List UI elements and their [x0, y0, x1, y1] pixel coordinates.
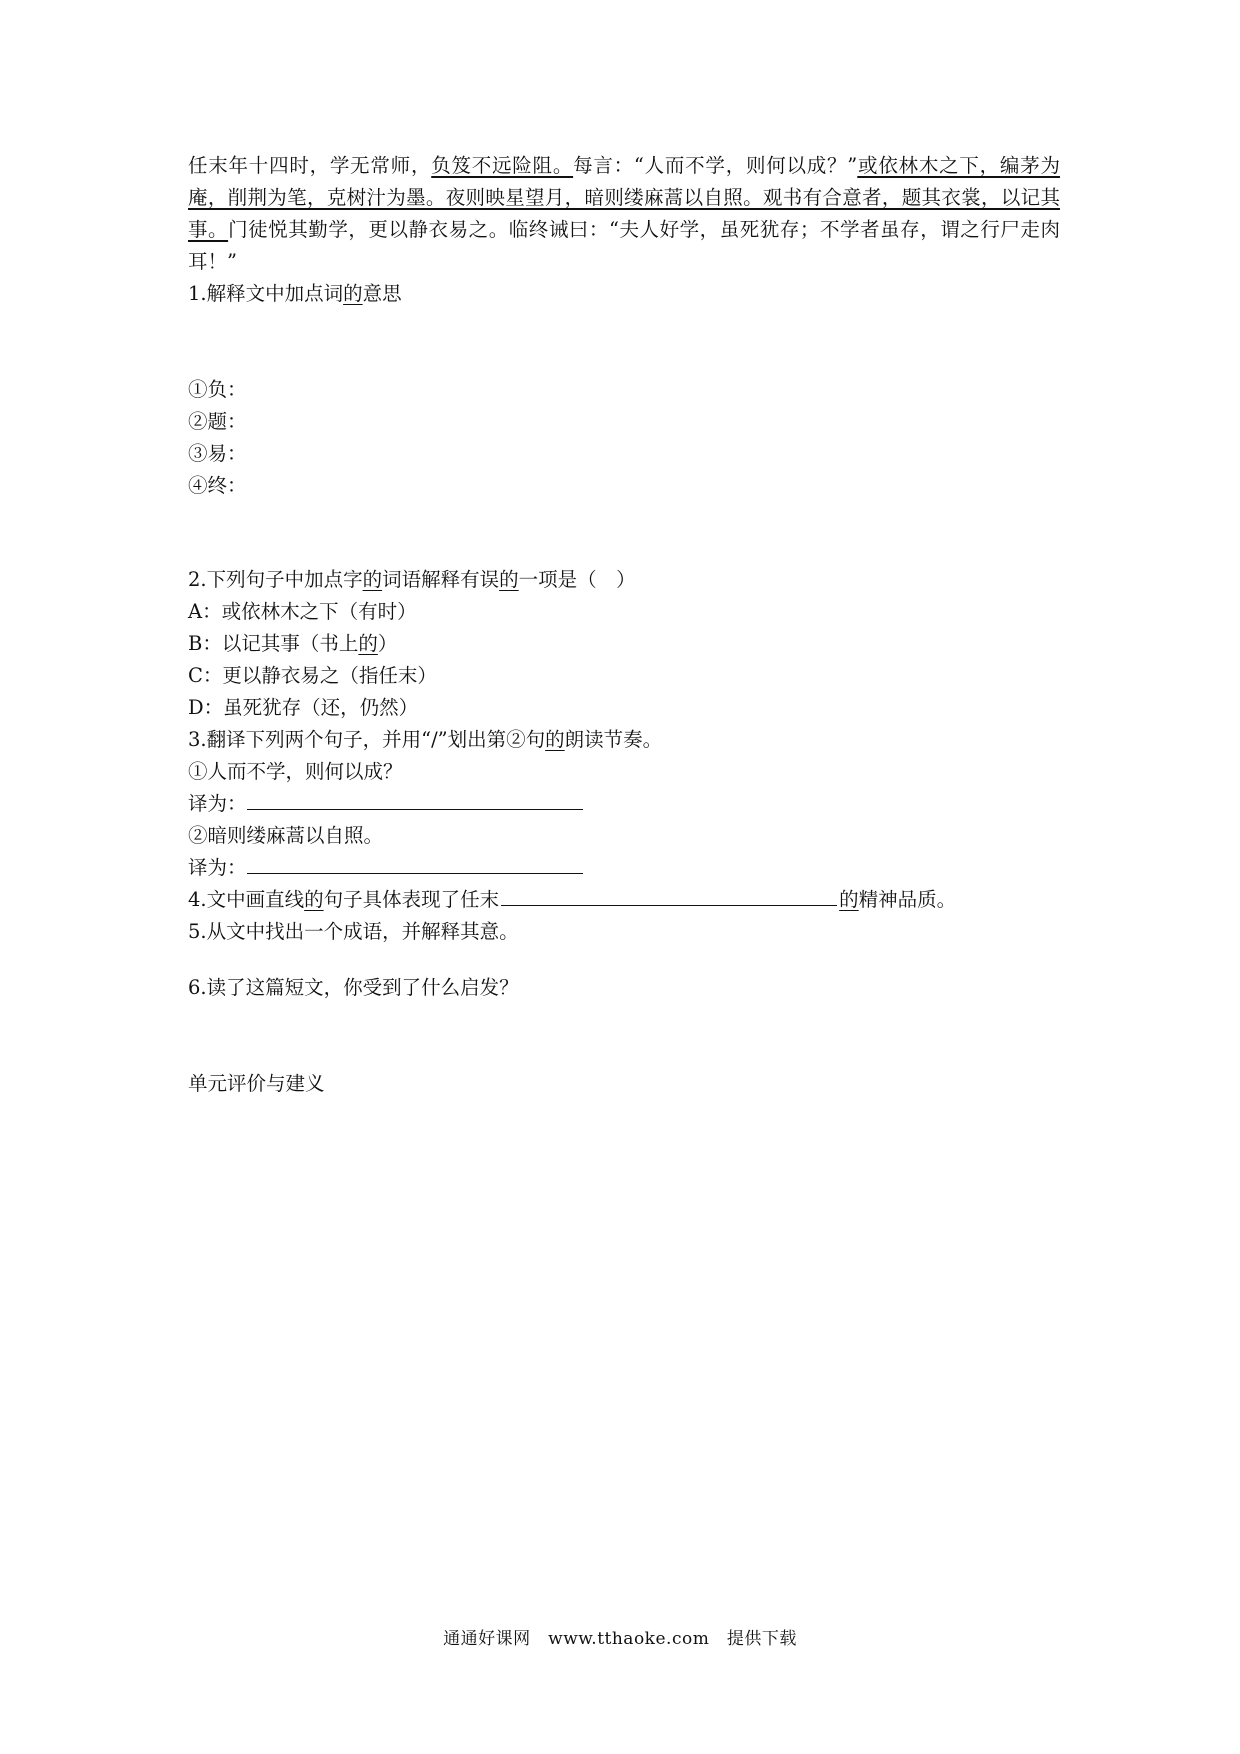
document-content: [188, 150, 1060, 1100]
question-2-option-a: A：或依林木之下（有时）: [188, 600, 417, 623]
question-3-title: 3.翻译下列两个句子，并用“/”划出第②句的朗读节奏。: [188, 728, 663, 751]
question-1-item: ②题：: [188, 410, 247, 433]
passage-sentence-3: 每言：“人而不学，则何以成？”: [573, 154, 858, 177]
question-6: 6.读了这篇短文，你受到了什么启发？: [188, 976, 519, 999]
section-heading: 单元评价与建义: [188, 1072, 325, 1095]
passage-paragraph: [188, 150, 1060, 278]
passage-underlined-sentence-2: 或依林木之下，编茅为庵，削荆为笔，克树汁为墨。夜则映星望月，暗则缕麻蒿以自照。观书有合意者，题其衣裳，以记其事。: [188, 154, 1060, 241]
question-1-item: ④终：: [188, 474, 247, 497]
question-2-title: 2.下列句子中加点字的词语解释有误的一项是（ ）: [188, 568, 636, 591]
passage-sentence-1: 任末年十四时，学无常师，: [188, 154, 432, 177]
question-3-sentence-1: ①人而不学，则何以成？: [188, 760, 403, 783]
answer-blank-2[interactable]: [247, 853, 583, 874]
passage: [188, 150, 1060, 278]
question-2-option-d: D：虽死犹存（还，仍然）: [188, 696, 419, 719]
question-1-title: 1.解释文中加点词的意思: [188, 282, 402, 305]
question-3-sentence-2: ②暗则缕麻蒿以自照。: [188, 824, 384, 847]
question-3-answer-2: 译为：: [188, 852, 1060, 884]
question-2-option-b: B：以记其事（书上的）: [188, 632, 398, 655]
passage-underlined-sentence-1: 负笈不远险阻。: [431, 154, 574, 177]
page-footer: 通通好课网 www.tthaoke.com 提供下载: [443, 1629, 797, 1649]
question-5: 5.从文中找出一个成语，并解释其意。: [188, 920, 519, 943]
answer-blank-4[interactable]: [501, 885, 837, 906]
question-4: 4.文中画直线的句子具体表现了任末 的精神品质。: [188, 884, 1060, 916]
question-1-item: ③易：: [188, 442, 247, 465]
answer-blank-1[interactable]: [247, 789, 583, 810]
passage-sentence-5: 门徒悦其勤学，更以静衣易之。临终诫曰：“夫人好学，虽死犹存；不学者虽存，谓之行尸走肉耳！”: [188, 218, 1060, 273]
question-2-option-c: C：更以静衣易之（指任末）: [188, 664, 437, 687]
question-3-answer-1: 译为：: [188, 788, 1060, 820]
question-1-item: ①负：: [188, 378, 247, 401]
